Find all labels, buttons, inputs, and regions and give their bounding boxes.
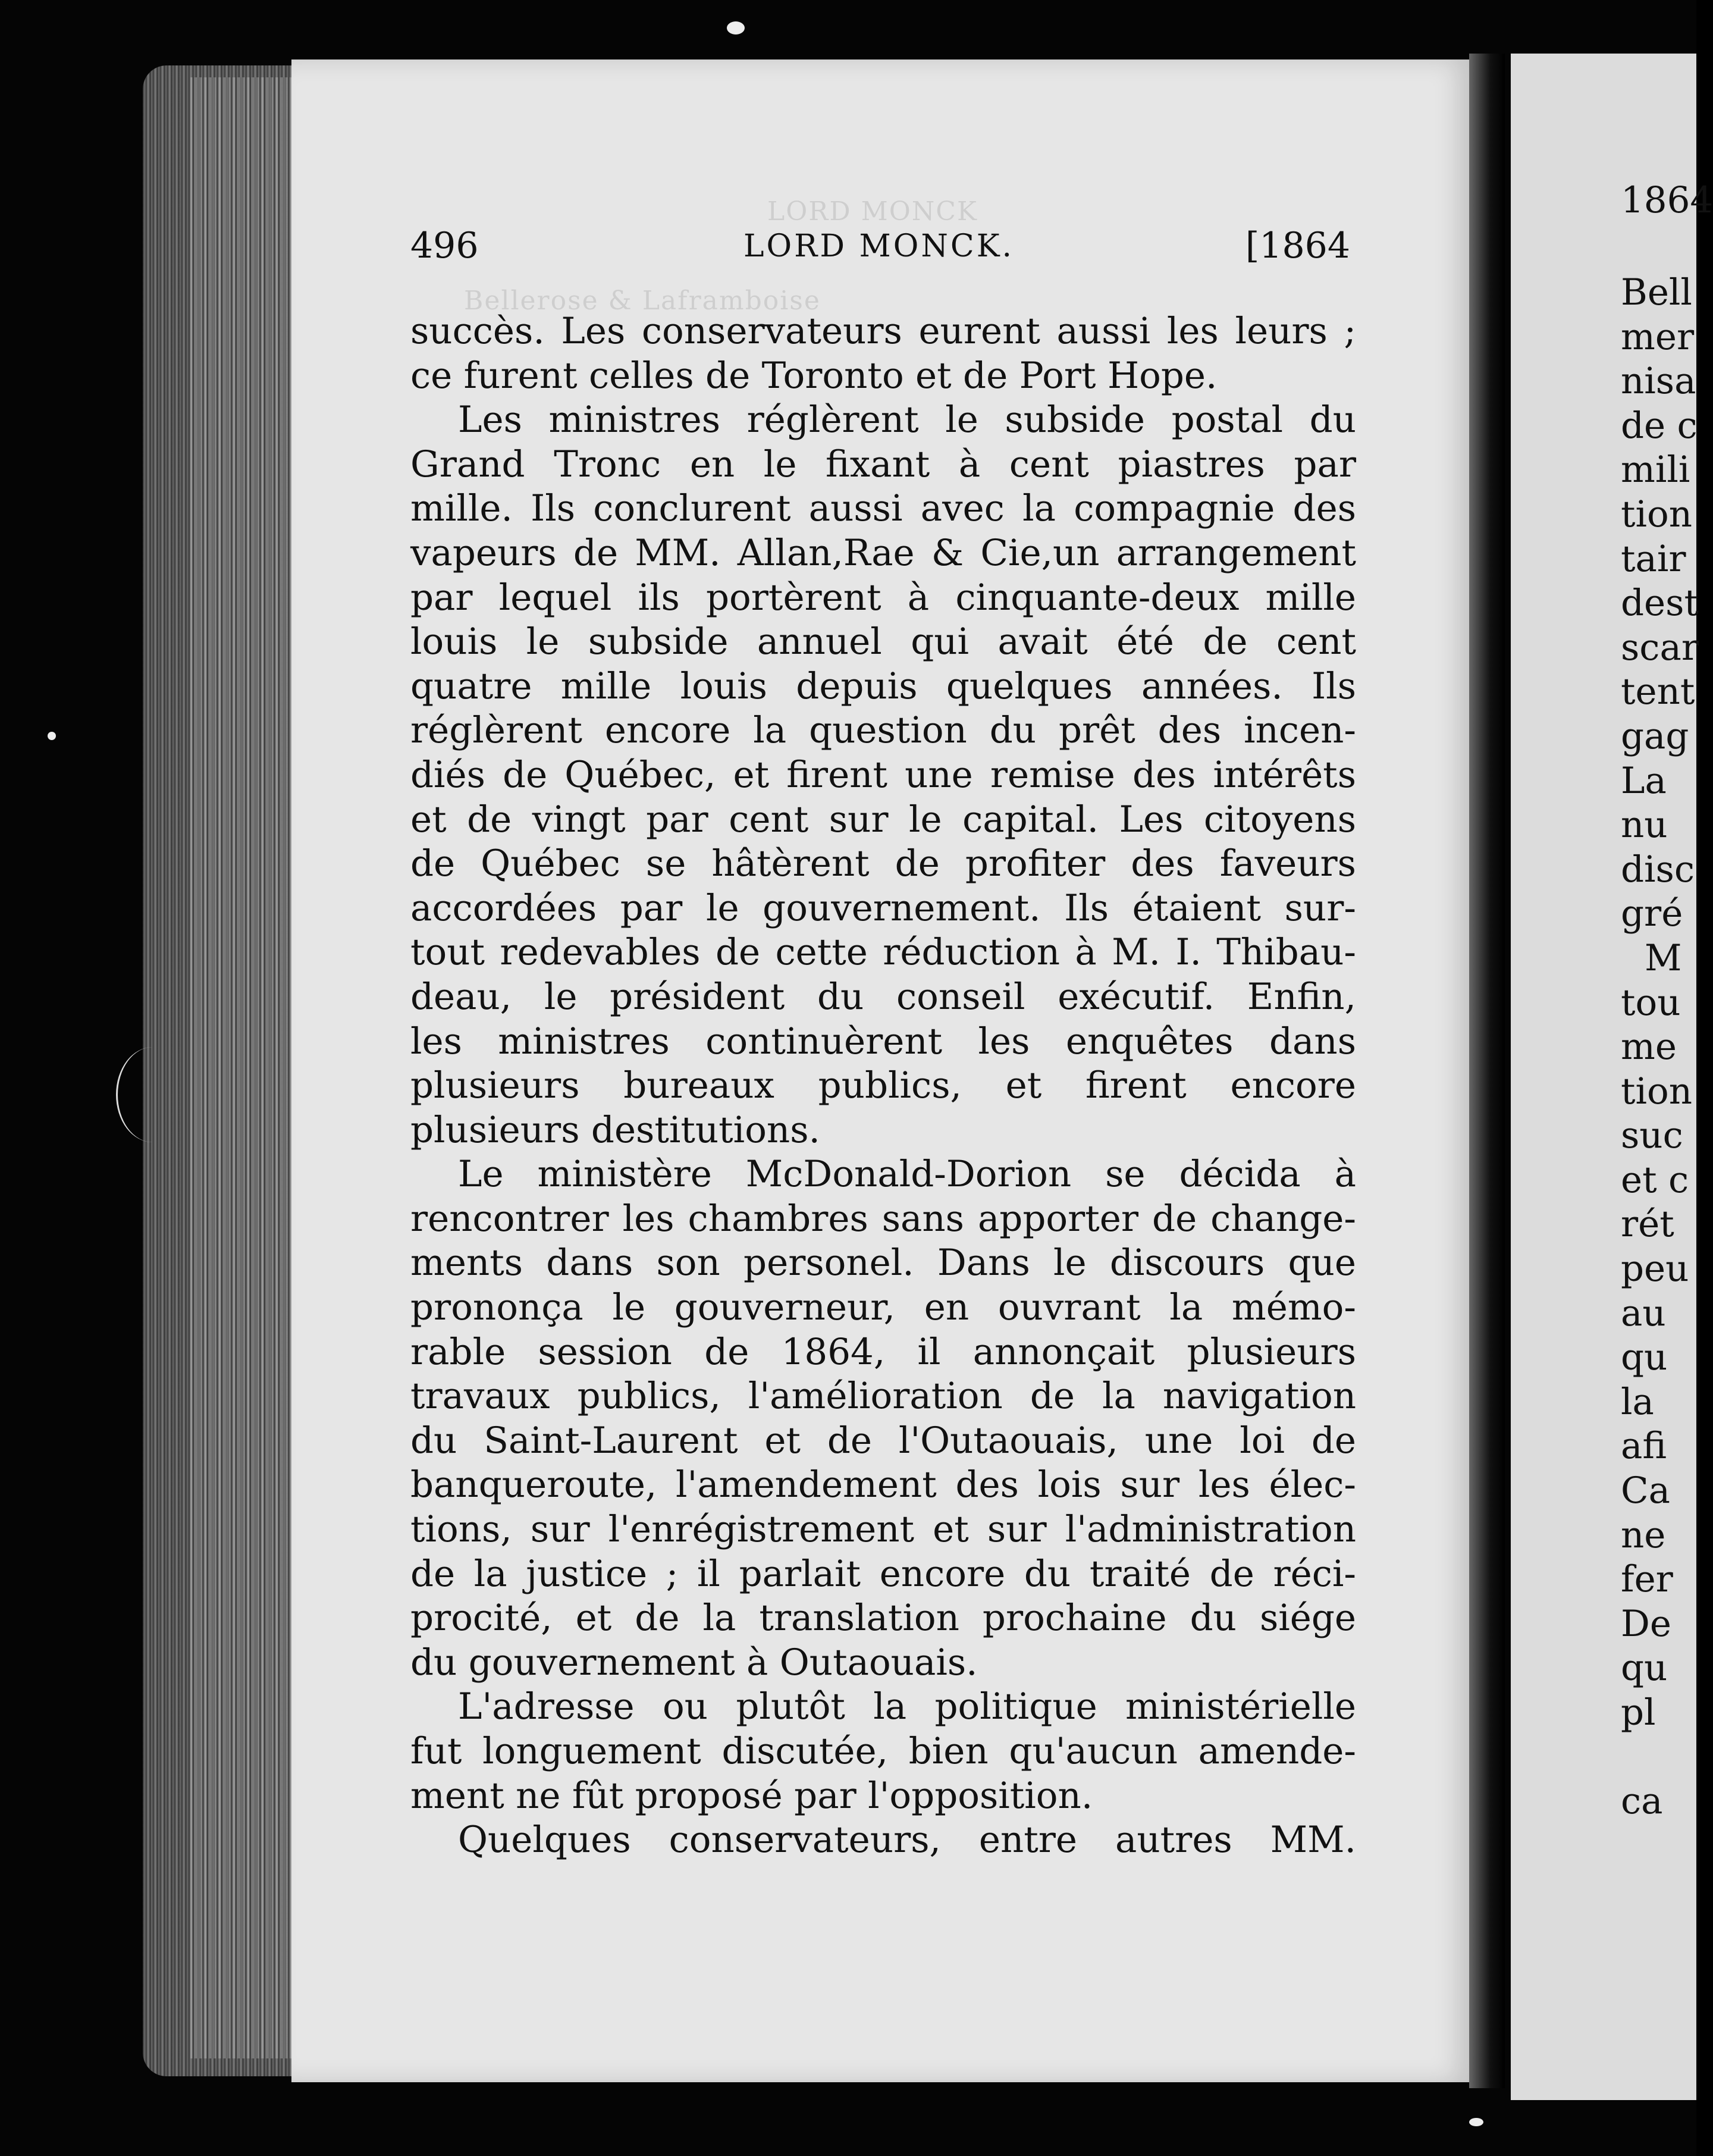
text-line: plusieurs destitutions. xyxy=(410,1108,820,1151)
text-line: travaux publics, l'amélioration de la navigation xyxy=(410,1375,1356,1418)
text-line: Grand Tronc en le fixant à cent piastres par xyxy=(410,443,1356,485)
text-line: du Saint-Laurent et de l'Outaouais, une loi de xyxy=(410,1419,1356,1462)
text-fragment: nisa xyxy=(1621,360,1696,403)
text-line: par lequel ils portèrent à cinquante-deux mille xyxy=(410,576,1356,619)
text-fragment: Ca xyxy=(1621,1469,1671,1512)
text-fragment: nu xyxy=(1621,804,1668,847)
scan-speck xyxy=(727,21,745,35)
text-fragment: tair xyxy=(1621,537,1686,580)
book-fore-edge-texture xyxy=(190,77,297,2058)
text-fragment: et c xyxy=(1621,1158,1689,1201)
text-line: réglèrent encore la question du prêt des incen- xyxy=(410,709,1356,752)
text-fragment: suc xyxy=(1621,1114,1683,1157)
text-fragment: dest xyxy=(1621,582,1699,625)
text-fragment: De xyxy=(1621,1602,1672,1645)
text-fragment: disc xyxy=(1621,848,1695,891)
text-fragment: tion xyxy=(1621,1070,1693,1113)
text-fragment: tion xyxy=(1621,493,1693,535)
page-number: 496 xyxy=(410,225,479,267)
text-line: louis le subside annuel qui avait été de cent xyxy=(410,621,1356,663)
text-line: tout redevables de cette réduction à M. I. Thibau- xyxy=(410,931,1356,974)
text-fragment: mer xyxy=(1621,315,1695,358)
text-line: L'adresse ou plutôt la politique ministérielle xyxy=(458,1685,1356,1728)
text-line: prononça le gouverneur, en ouvrant la mémo- xyxy=(410,1286,1356,1329)
text-line: du gouvernement à Outaouais. xyxy=(410,1641,978,1684)
text-line: les ministres continuèrent les enquêtes dans xyxy=(410,1020,1356,1063)
text-line: quatre mille louis depuis quelques années. Ils xyxy=(410,665,1356,707)
text-line: deau, le président du conseil exécutif. Enfin, xyxy=(410,975,1356,1018)
text-fragment: rét xyxy=(1621,1203,1674,1246)
text-fragment: la xyxy=(1621,1380,1654,1423)
right-page-header xyxy=(1621,178,1713,223)
running-title: LORD MONCK. xyxy=(743,228,1015,264)
scan-scratch xyxy=(116,1047,189,1142)
text-fragment: afi xyxy=(1621,1425,1667,1468)
text-fragment: Bell xyxy=(1621,271,1692,314)
text-fragment: fer xyxy=(1621,1558,1673,1601)
book-gutter xyxy=(1469,54,1505,2088)
page-header xyxy=(410,225,1350,272)
bleed-through: Bellerose & Laframboise xyxy=(464,286,821,316)
text-line: vapeurs de MM. Allan,Rae & Cie,un arrangement xyxy=(410,531,1356,574)
text-line: Quelques conservateurs, entre autres MM. xyxy=(458,1819,1356,1862)
text-fragment: gré xyxy=(1621,892,1683,935)
text-line: ce furent celles de Toronto et de Port Hope. xyxy=(410,354,1218,397)
text-fragment: qu xyxy=(1621,1336,1668,1379)
text-fragment: qu xyxy=(1621,1647,1668,1690)
text-line: de Québec se hâtèrent de profiter des faveurs xyxy=(410,842,1356,885)
right-year-marker: 1864 xyxy=(1621,179,1713,221)
scan-speck xyxy=(48,732,56,740)
text-line: diés de Québec, et firent une remise des intérêts xyxy=(410,753,1356,796)
text-line: rable session de 1864, il annonçait plusieurs xyxy=(410,1330,1356,1373)
text-line: Le ministère McDonald-Dorion se décida à xyxy=(458,1153,1356,1196)
text-fragment: peu xyxy=(1621,1248,1689,1290)
text-fragment: La xyxy=(1621,759,1667,802)
text-line: procité, et de la translation prochaine du siége xyxy=(410,1597,1356,1640)
text-line: accordées par le gouvernement. Ils étaient sur- xyxy=(410,886,1356,929)
text-line: fut longuement discutée, bien qu'aucun amende- xyxy=(410,1730,1356,1772)
text-fragment: me xyxy=(1621,1026,1677,1068)
bleed-through: LORD MONCK xyxy=(767,196,978,227)
year-marker: [1864 xyxy=(1245,225,1350,267)
text-line: et de vingt par cent sur le capital. Les citoyens xyxy=(410,798,1356,841)
text-line: de la justice ; il parlait encore du traité de réci- xyxy=(410,1552,1356,1595)
text-fragment: scar xyxy=(1621,626,1699,669)
text-line: ments dans son personel. Dans le discours que xyxy=(410,1242,1356,1284)
blank-line xyxy=(1621,1735,1699,1780)
text-fragment: M xyxy=(1645,936,1682,979)
text-fragment: tent xyxy=(1621,670,1695,713)
scan-speck xyxy=(1469,2118,1483,2126)
text-fragment: ca xyxy=(1621,1780,1663,1823)
text-fragment: au xyxy=(1621,1292,1666,1334)
text-line: mille. Ils conclurent aussi avec la compagnie des xyxy=(410,487,1356,530)
text-line: ment ne fût proposé par l'opposition. xyxy=(410,1774,1093,1817)
text-fragment: pl xyxy=(1621,1691,1656,1734)
text-fragment: de c xyxy=(1621,404,1698,447)
text-line: Les ministres réglèrent le subside postal du xyxy=(458,399,1356,441)
text-fragment: mili xyxy=(1621,449,1690,491)
text-line: banqueroute, l'amendement des lois sur les élec- xyxy=(410,1464,1356,1506)
right-page-body xyxy=(1621,271,1699,1824)
text-fragment: tou xyxy=(1621,981,1681,1024)
text-line: tions, sur l'enrégistrement et sur l'administration xyxy=(410,1508,1356,1551)
text-line: rencontrer les chambres sans apporter de change- xyxy=(410,1197,1356,1240)
text-line: succès. Les conservateurs eurent aussi les leurs ; xyxy=(410,310,1356,352)
text-line: plusieurs bureaux publics, et firent encore xyxy=(410,1064,1356,1107)
text-fragment: ne xyxy=(1621,1513,1666,1556)
page-body xyxy=(410,309,1356,1863)
text-fragment: gag xyxy=(1621,715,1689,757)
